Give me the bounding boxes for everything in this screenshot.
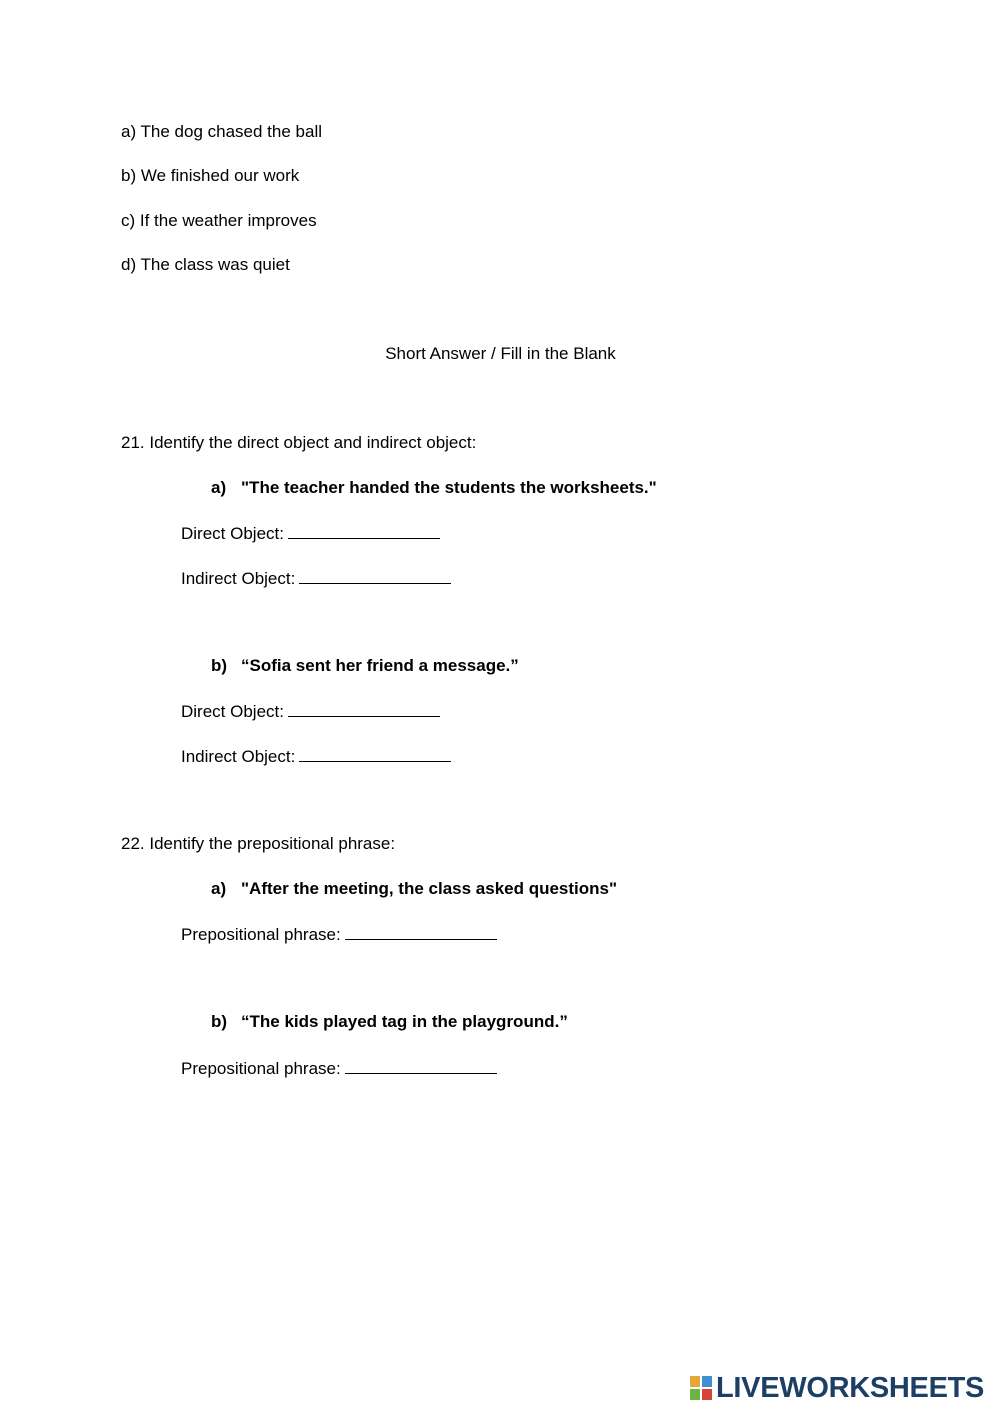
section-title: Short Answer / Fill in the Blank [385,344,616,363]
direct-object-blank[interactable] [288,522,440,539]
option-d: d) The class was quiet [121,255,290,274]
question-21a-indirect-row [181,567,451,589]
question-22b-answer-row [181,1057,497,1079]
question-21a-direct-row [181,522,440,544]
question-21b-indirect-row [181,745,451,767]
question-22b-letter: b) [211,1012,228,1031]
prepositional-phrase-label: Prepositional phrase: [181,925,341,944]
question-22-prompt: 22. Identify the prepositional phrase: [121,834,396,853]
question-21-prompt: 21. Identify the direct object and indirect object: [121,433,477,452]
indirect-object-label: Indirect Object: [181,747,296,766]
question-21b-direct-row [181,700,440,722]
prepositional-phrase-blank[interactable] [345,923,497,940]
option-c: c) If the weather improves [121,211,317,230]
question-21b-letter: b) [211,656,228,675]
indirect-object-blank[interactable] [299,567,451,584]
liveworksheets-blocks-icon [690,1376,712,1400]
prepositional-phrase-blank[interactable] [345,1057,497,1074]
question-22b-sentence: “The kids played tag in the playground.” [241,1012,568,1031]
liveworksheets-logo[interactable] [690,1373,984,1403]
question-21a-letter: a) [211,478,227,497]
question-21a-sentence: "The teacher handed the students the worksheets." [241,478,657,497]
question-21b-sentence-row [211,656,519,676]
question-21a-sentence-row [211,478,657,498]
liveworksheets-brand-text: LIVEWORKSHEETS [716,1371,985,1404]
question-22a-sentence-row [211,879,617,899]
direct-object-label: Direct Object: [181,702,284,721]
question-22b-sentence-row [211,1012,568,1032]
direct-object-label: Direct Object: [181,524,284,543]
question-22a-answer-row [181,923,497,945]
option-b: b) We finished our work [121,166,300,185]
question-21b-sentence: “Sofia sent her friend a message.” [241,656,519,675]
question-22a-letter: a) [211,879,227,898]
indirect-object-label: Indirect Object: [181,569,296,588]
direct-object-blank[interactable] [288,700,440,717]
question-22a-sentence: "After the meeting, the class asked questions" [241,879,618,898]
prepositional-phrase-label: Prepositional phrase: [181,1059,341,1078]
option-a: a) The dog chased the ball [121,122,322,141]
indirect-object-blank[interactable] [299,745,451,762]
